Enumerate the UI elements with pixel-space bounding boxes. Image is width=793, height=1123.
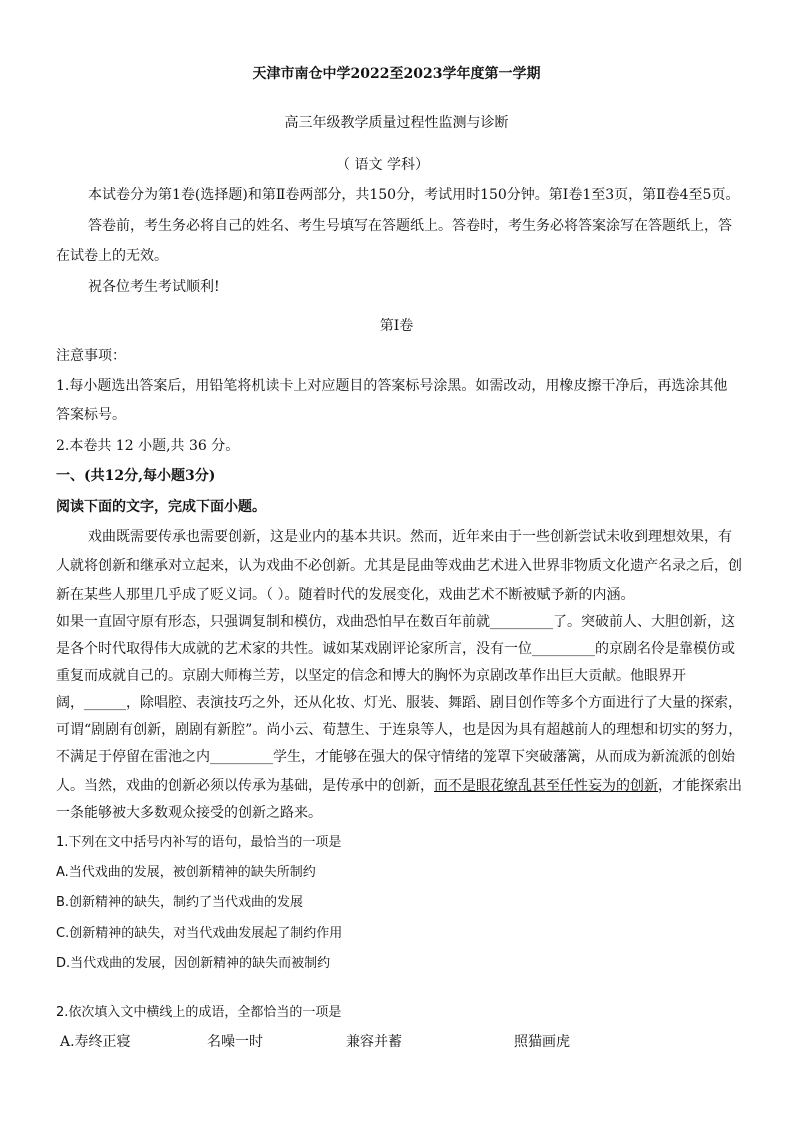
passage-line-9: 不满足于停留在雷池之内_________学生，才能够在强大的保守情绪的笼罩下突破藩篱，从而成为新流派的创始 (56, 749, 735, 765)
question-1-option-c: C.创新精神的缺失，对当代戏曲发展起了制约作用 (56, 926, 343, 941)
intro-paragraph-2-line-2: 在试卷上的无效。 (56, 248, 168, 264)
question-2-option-a-word-1: A.寿终正寝 (60, 1034, 131, 1050)
intro-paragraph-2-line-1: 答卷前，考生务必将自己的姓名、考生号填写在答题纸上。答卷时，考生务必将答案涂写在答题纸上，答 (88, 218, 732, 234)
reading-instruction: 阅读下面的文字，完成下面小题。 (56, 499, 266, 515)
exam-subtitle: 高三年级教学质量过程性监测与诊断 (284, 115, 509, 131)
passage-line-5: 是各个时代取得伟大成就的艺术家的共性。诚如某戏剧评论家所言，没有一位_________的京剧名伶是靠模仿或 (56, 641, 735, 657)
passage-line-10-start: 人。当然，戏曲的创新必须以传承为基础，是传承中的创新， (56, 778, 434, 794)
passage-line-2: 人就将创新和继承对立起来，认为戏曲不必创新。尤其是昆曲等戏曲艺术进入世界非物质文化遗产名录之后，创 (56, 558, 742, 574)
question-1-option-b: B.创新精神的缺失，制约了当代戏曲的发展 (56, 895, 304, 910)
question-2-stem: 2.依次填入文中横线上的成语，全都恰当的一项是 (56, 1005, 342, 1020)
subject-label: （ 语文 学科） (336, 157, 429, 173)
intro-paragraph-1: 本试卷分为第1卷(选择题)和第Ⅱ卷两部分，共150分，考试用时150分钟。第Ⅰ卷1至3页，第Ⅱ卷4至5页。 (88, 187, 740, 203)
good-luck-text: 祝各位考生考试顺利! (88, 279, 220, 295)
exam-title: 天津市南仓中学2022至2023学年度第一学期 (252, 66, 541, 82)
note-1-line-2: 答案标号。 (56, 407, 126, 423)
passage-line-1: 戏曲既需要传承也需要创新，这是业内的基本共识。然而，近年来由于一些创新尝试未收到理想效果，有 (88, 529, 732, 545)
passage-line-11: 一条能够被大多数观众接受的创新之路来。 (56, 805, 322, 821)
part-1-heading: 一、(共12分,每小题3分) (56, 468, 216, 484)
passage-line-7: 阔，______，除唱腔、表演技巧之外，还从化妆、灯光、服装、舞蹈、剧目创作等多个方面进行了大量的探索， (56, 695, 742, 711)
question-2-option-a-word-2: 名噪一时 (207, 1034, 263, 1050)
question-1-option-d: D.当代戏曲的发展，因创新精神的缺失而被制约 (56, 956, 331, 971)
question-2-option-a-word-3: 兼容并蓄 (346, 1034, 402, 1050)
question-2-option-a-word-4: 照猫画虎 (514, 1034, 570, 1050)
passage-line-10-end: ，才能探索出 (658, 778, 742, 794)
section-heading: 第Ⅰ卷 (379, 318, 414, 334)
passage-line-10 (56, 776, 746, 796)
question-1-stem: 1.下列在文中括号内补写的语句，最恰当的一项是 (56, 835, 342, 850)
passage-line-6: 重复而成就自己的。京剧大师梅兰芳，以坚定的信念和博大的胸怀为京剧改革作出巨大贡献。他眼界开 (56, 668, 686, 684)
passage-line-8: 可谓“剧剧有创新，剧剧有新腔”。尚小云、荀慧生、于连泉等人，也是因为具有超越前人的理想和切实的努力， (56, 722, 743, 738)
note-2: 2.本卷共 12 小题,共 36 分。 (56, 438, 240, 454)
passage-line-3: 新在某些人那里几乎成了贬义词。（ ）。随着时代的发展变化，戏曲艺术不断被赋予新的内涵。 (56, 587, 635, 603)
note-1-line-1: 1.每小题选出答案后，用铅笔将机读卡上对应题目的答案标号涂黑。如需改动，用橡皮擦干净后，再选涂其他 (56, 378, 728, 394)
notes-label: 注意事项： (56, 348, 126, 364)
question-1-option-a: A.当代戏曲的发展，被创新精神的缺失所制约 (56, 865, 316, 880)
underlined-phrase: 而不是眼花缭乱甚至任性妄为的创新 (434, 778, 658, 794)
passage-line-4: 如果一直固守原有形态，只强调复制和模仿，戏曲恐怕早在数百年前就_________了。突破前人、大胆创新，这 (56, 614, 735, 630)
